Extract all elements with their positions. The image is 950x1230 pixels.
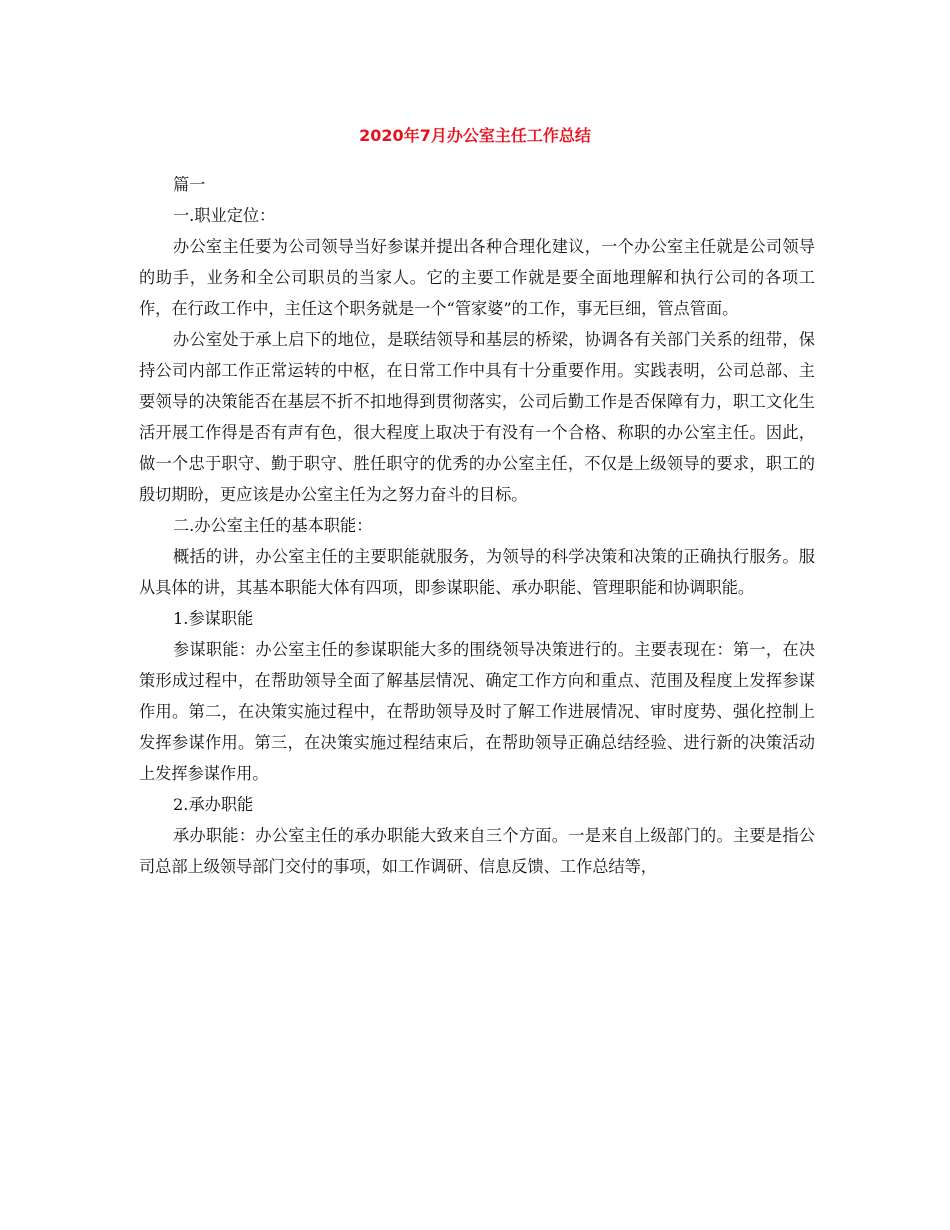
document-title: 2020年7月办公室主任工作总结	[359, 126, 591, 145]
subheading-undertaking-function: 2.承办职能	[173, 795, 254, 814]
paragraph-role-definition: 办公室主任要为公司领导当好参谋并提出各种合理化建议，一个办公室主任就是公司领导的助手，业务和全公司职员的当家人。它的主要工作就是要全面地理解和执行公司的各项工作，在行政工作中，主任这个职务就是一个“管家婆”的工作，事无巨细，管点管面。	[139, 237, 815, 318]
section-heading-part-one: 篇一	[173, 175, 206, 194]
paragraph-functions-summary: 概括的讲，办公室主任的主要职能就服务，为领导的科学决策和决策的正确执行服务。服从具体的讲，其基本职能大体有四项，即参谋职能、承办职能、管理职能和协调职能。	[139, 547, 815, 597]
section-heading-job-positioning: 一.职业定位：	[173, 206, 276, 225]
paragraph-advisory-function: 参谋职能：办公室主任的参谋职能大多的围绕领导决策进行的。主要表现在：第一，在决策形成过程中，在帮助领导全面了解基层情况、确定工作方向和重点、范围及程度上发挥参谋作用。第二，在决策实施过程中，在帮助领导及时了解工作进展情况、审时度势、强化控制上发挥参谋作用。第三，在决策实施过程结束后，在帮助领导正确总结经验、进行新的决策活动上发挥参谋作用。	[139, 640, 815, 783]
section-heading-basic-functions: 二.办公室主任的基本职能：	[173, 516, 373, 535]
paragraph-office-importance: 办公室处于承上启下的地位，是联结领导和基层的桥梁，协调各有关部门关系的纽带，保持公司内部工作正常运转的中枢，在日常工作中具有十分重要作用。实践表明，公司总部、主要领导的决策能否在基层不折不扣地得到贯彻落实，公司后勤工作是否保障有力，职工文化生活开展工作得是否有声有色，很大程度上取决于有没有一个合格、称职的办公室主任。因此，做一个忠于职守、勤于职守、胜任职守的优秀的办公室主任，不仅是上级领导的要求，职工的殷切期盼，更应该是办公室主任为之努力奋斗的目标。	[139, 330, 815, 504]
document-body	[139, 169, 815, 882]
subheading-advisory-function: 1.参谋职能	[173, 609, 254, 628]
paragraph-undertaking-function: 承办职能：办公室主任的承办职能大致来自三个方面。一是来自上级部门的。主要是指公司总部上级领导部门交付的事项，如工作调研、信息反馈、工作总结等，	[139, 826, 815, 876]
